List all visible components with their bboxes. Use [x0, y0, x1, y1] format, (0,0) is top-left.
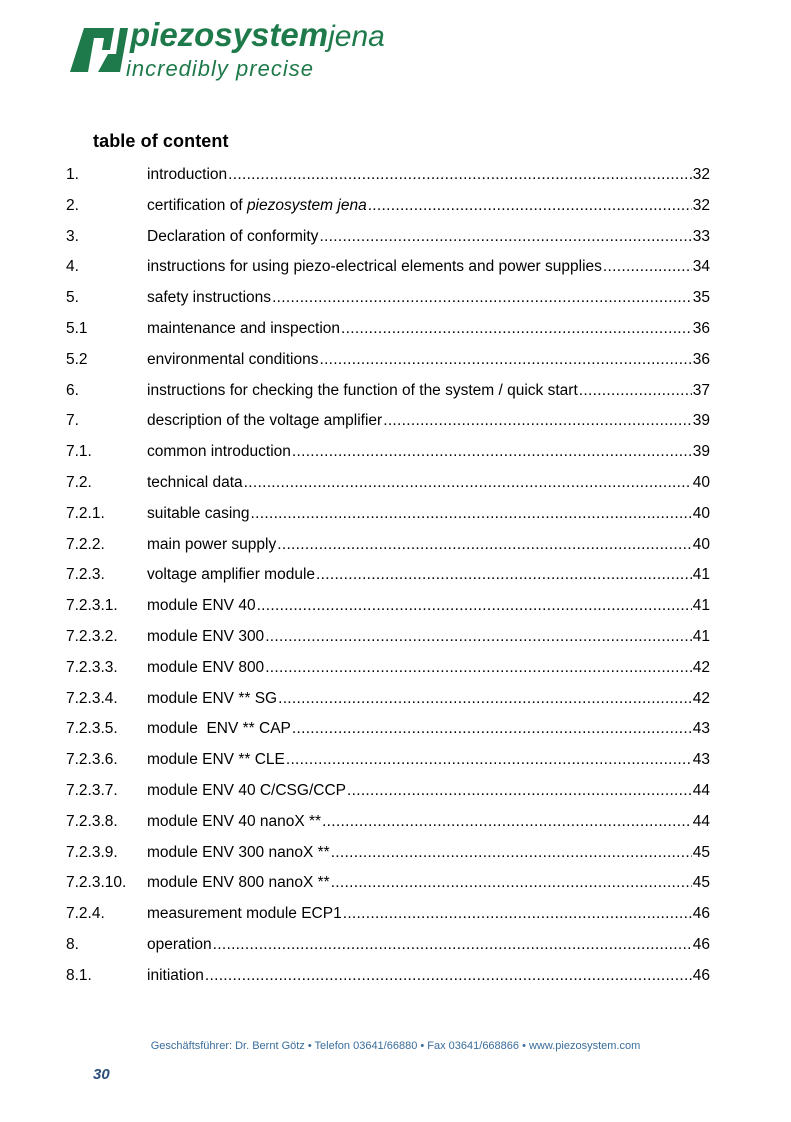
toc-entry-label: operation: [147, 935, 212, 953]
toc-entry-number: 5.: [66, 289, 79, 307]
toc-entry-page: 32: [692, 196, 710, 214]
toc-leader-dots: [278, 686, 692, 712]
toc-entry-page: 43: [692, 720, 710, 738]
toc-entry[interactable]: [66, 532, 710, 563]
toc-entry-page: 36: [692, 319, 710, 337]
toc-entry-number: 5.1: [66, 319, 88, 337]
toc-entry-label: environmental conditions: [147, 350, 319, 368]
toc-entry[interactable]: [66, 224, 710, 255]
toc-entry-label: common introduction: [147, 443, 291, 461]
toc-entry-label: suitable casing: [147, 504, 250, 522]
toc-leader-dots: [213, 932, 692, 958]
toc-entry-label: instructions for using piezo-electrical elements and power supplies: [147, 258, 602, 276]
toc-entry-number: 7.2.2.: [66, 535, 105, 553]
toc-entry[interactable]: [66, 593, 710, 624]
toc-entry-number: 7.2.3.3.: [66, 658, 118, 676]
toc-entry[interactable]: [66, 655, 710, 686]
toc-entry[interactable]: [66, 778, 710, 809]
toc-entry-number: 4.: [66, 258, 79, 276]
toc-entry-page: 41: [692, 627, 710, 645]
toc-entry-page: 35: [692, 289, 710, 307]
toc-entry[interactable]: [66, 408, 710, 439]
toc-entry-number: 7.2.3.2.: [66, 627, 118, 645]
toc-entry[interactable]: [66, 562, 710, 593]
toc-entry-page: 45: [692, 843, 710, 861]
toc-entry-label: module ENV 300: [147, 627, 265, 645]
toc-entry-number: 7.2.3.6.: [66, 751, 118, 769]
toc-entry-number: 5.2: [66, 350, 88, 368]
toc-entry[interactable]: [66, 285, 710, 316]
footer-contact: Geschäftsführer: Dr. Bernt Götz • Telefon 03641/66880 • Fax 03641/668866 • www.piezosystem.com: [150, 1040, 641, 1052]
toc-entry-page: 36: [692, 350, 710, 368]
toc-leader-dots: [368, 193, 692, 219]
toc-leader-dots: [277, 532, 692, 558]
toc-leader-dots: [579, 378, 692, 404]
toc-leader-dots: [331, 870, 692, 896]
toc-entry-number: 6.: [66, 381, 79, 399]
toc-entry-number: 7.2.3.4.: [66, 689, 118, 707]
toc-entry-page: 45: [692, 874, 710, 892]
toc-entry-label: initiation: [147, 966, 204, 984]
toc-entry-number: 7.2.3.7.: [66, 781, 118, 799]
toc-leader-dots: [322, 809, 692, 835]
toc-entry-label: module ENV 300 nanoX **: [147, 843, 330, 861]
toc-entry[interactable]: [66, 624, 710, 655]
toc-entry-number: 8.: [66, 935, 79, 953]
toc-entry-number: 7.2.3.5.: [66, 720, 118, 738]
toc-entry-number: 1.: [66, 166, 79, 183]
toc-entry-label: module ENV 800 nanoX **: [147, 874, 330, 892]
toc-entry-number: 7.2.3.9.: [66, 843, 118, 861]
toc-entry[interactable]: [66, 162, 710, 193]
toc-entry-page: 46: [692, 966, 710, 984]
toc-leader-dots: [257, 593, 692, 619]
toc-leader-dots: [347, 778, 692, 804]
company-logo: [68, 14, 446, 82]
toc-entry[interactable]: [66, 901, 710, 932]
toc-entry-number: 7.2.4.: [66, 905, 105, 923]
toc-entry-number: 7.: [66, 412, 79, 430]
toc-entry[interactable]: [66, 716, 710, 747]
toc-entry-page: 40: [692, 473, 710, 491]
toc-leader-dots: [228, 162, 692, 188]
toc-leader-dots: [341, 316, 692, 342]
toc-entry-number: 7.2.3.1.: [66, 597, 118, 615]
toc-entry[interactable]: [66, 747, 710, 778]
toc-entry-label: module ENV 800: [147, 658, 265, 676]
toc-entry[interactable]: [66, 347, 710, 378]
toc-leader-dots: [292, 716, 692, 742]
toc-entry-page: 40: [692, 535, 710, 553]
toc-entry-page: 42: [692, 658, 710, 676]
toc-entry-number: 7.1.: [66, 443, 92, 461]
toc-entry-label-italic: piezosystem jena: [246, 196, 367, 214]
toc-entry-page: 42: [692, 689, 710, 707]
toc-entry-label: safety instructions: [147, 289, 272, 307]
toc-entry-label: measurement module ECP1: [147, 905, 342, 923]
piezosystem-jena-logo-icon: [68, 14, 446, 82]
toc-entry-page: 44: [692, 781, 710, 799]
toc-entry-label: description of the voltage amplifier: [147, 412, 383, 430]
toc-entry-number: 8.1.: [66, 966, 92, 984]
page-number: 30: [93, 1066, 110, 1083]
toc-leader-dots: [265, 655, 692, 681]
toc-entry-label-text: certification of: [147, 196, 247, 214]
toc-entry-label: instructions for checking the function of the system / quick start: [147, 381, 578, 399]
toc-leader-dots: [244, 470, 692, 496]
toc-entry-number: 2.: [66, 196, 79, 214]
toc-entry-number: 3.: [66, 227, 79, 245]
toc-leader-dots: [343, 901, 692, 927]
toc-entry-page: 46: [692, 935, 710, 953]
toc-entry[interactable]: [66, 501, 710, 532]
toc-entry-label: technical data: [147, 473, 243, 491]
toc-entry-label: module ENV ** CAP: [147, 720, 291, 738]
toc-entry-number: 7.2.: [66, 473, 92, 491]
toc-leader-dots: [603, 254, 692, 280]
toc-entry-number: 7.2.3.8.: [66, 812, 118, 830]
toc-entry[interactable]: [66, 932, 710, 963]
toc-entry-page: 34: [692, 258, 710, 276]
toc-entry-page: 33: [692, 227, 710, 245]
toc-entry-page: 32: [692, 166, 710, 183]
toc-entry-page: 44: [692, 812, 710, 830]
toc-entry-page: 46: [692, 905, 710, 923]
toc-leader-dots: [272, 285, 692, 311]
toc-entry[interactable]: [66, 439, 710, 470]
toc-leader-dots: [319, 224, 691, 250]
toc-entry-label: module ENV ** SG: [147, 689, 278, 707]
table-of-contents: [66, 162, 710, 994]
toc-entry-page: 37: [692, 381, 710, 399]
toc-entry[interactable]: [66, 316, 710, 347]
toc-entry[interactable]: [66, 193, 710, 224]
toc-title: table of content: [93, 131, 229, 151]
toc-leader-dots: [205, 963, 692, 989]
toc-entry[interactable]: [66, 963, 710, 994]
toc-entry[interactable]: [66, 686, 710, 717]
toc-entry-label: introduction: [147, 166, 228, 183]
toc-entry[interactable]: [66, 809, 710, 840]
toc-entry-page: 41: [692, 597, 710, 615]
toc-entry-page: 39: [692, 412, 710, 430]
toc-entry-number: 7.2.3.: [66, 566, 105, 584]
logo-company-name: piezosystemjena: [130, 16, 385, 53]
toc-entry-number: 7.2.3.10.: [66, 874, 127, 892]
toc-entry-page: 39: [692, 443, 710, 461]
toc-entry-label: module ENV 40 C/CSG/CCP: [147, 781, 346, 799]
toc-leader-dots: [319, 347, 691, 373]
toc-entry-label: main power supply: [147, 535, 277, 553]
toc-leader-dots: [316, 562, 692, 588]
toc-entry-label: module ENV 40: [147, 597, 256, 615]
toc-entry-page: 41: [692, 566, 710, 584]
toc-entry[interactable]: [66, 254, 710, 285]
toc-entry-label: maintenance and inspection: [147, 319, 341, 337]
toc-entry-page: 40: [692, 504, 710, 522]
toc-entry[interactable]: [66, 870, 710, 901]
toc-entry[interactable]: [66, 378, 710, 409]
toc-entry-label: Declaration of conformity: [147, 227, 319, 245]
toc-entry-label: [147, 193, 367, 219]
toc-entry-label: module ENV 40 nanoX **: [147, 812, 322, 830]
toc-leader-dots: [331, 840, 692, 866]
toc-entry-label: voltage amplifier module: [147, 566, 316, 584]
toc-leader-dots: [286, 747, 692, 773]
logo-tagline: incredibly precise: [126, 56, 314, 81]
toc-entry-label: module ENV ** CLE: [147, 751, 285, 769]
toc-entry[interactable]: [66, 470, 710, 501]
toc-entry-number: 7.2.1.: [66, 504, 105, 522]
toc-entry[interactable]: [66, 840, 710, 871]
toc-leader-dots: [383, 408, 692, 434]
toc-leader-dots: [265, 624, 692, 650]
toc-leader-dots: [292, 439, 692, 465]
toc-entry-page: 43: [692, 751, 710, 769]
toc-leader-dots: [251, 501, 692, 527]
